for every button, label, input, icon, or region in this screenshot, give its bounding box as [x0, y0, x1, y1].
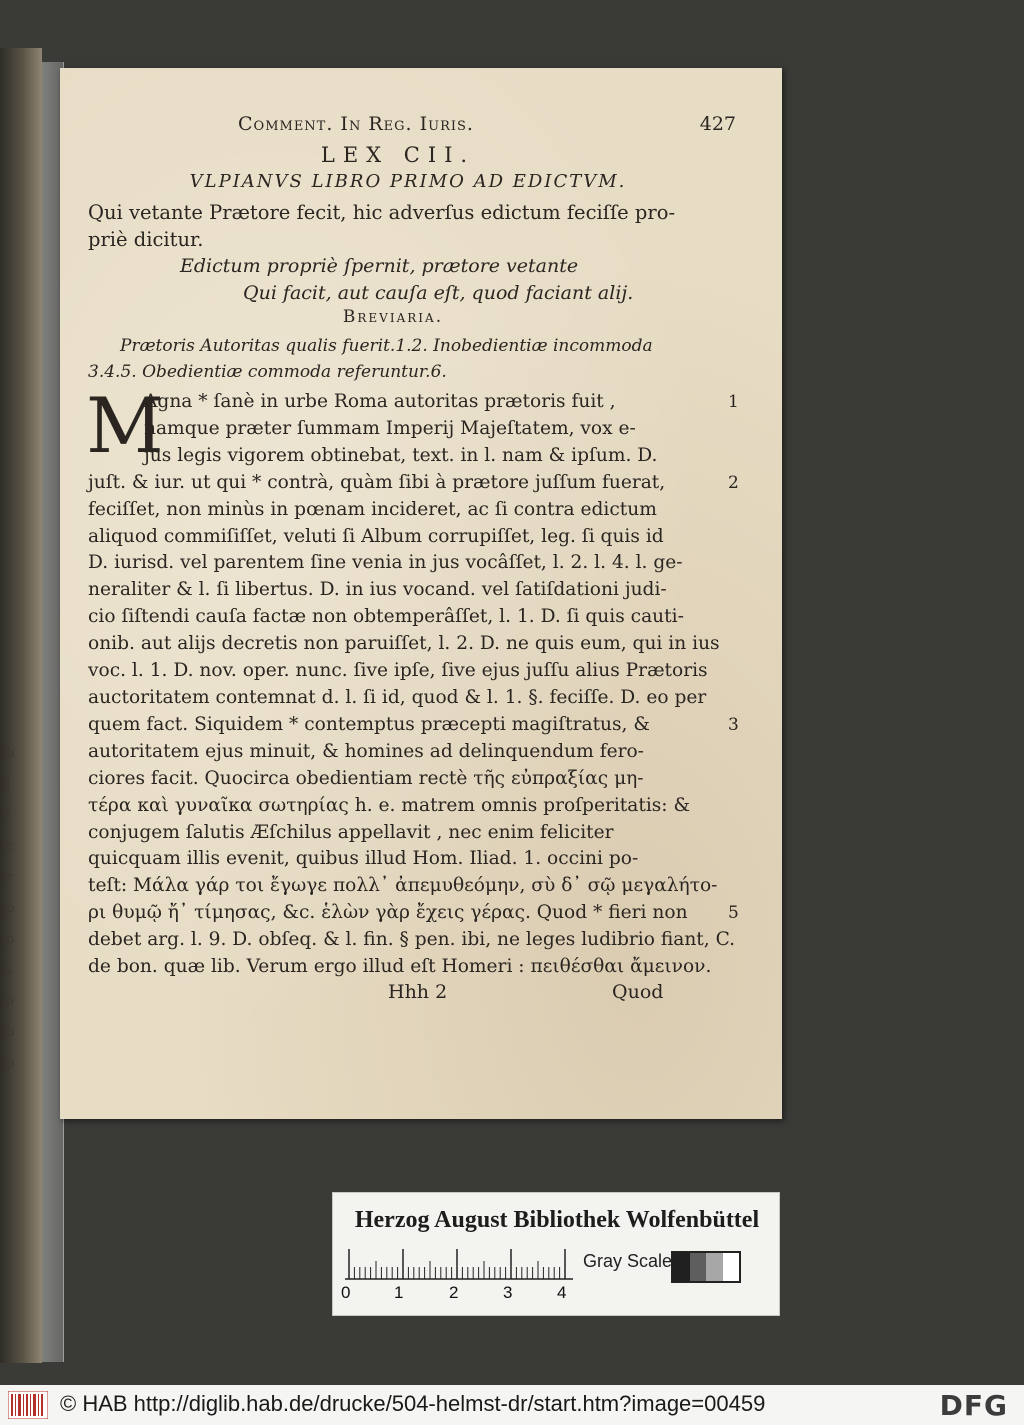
body-line-text: conjugem ſalutis Æſchilus appellavit , nec enim feliciter: [88, 821, 614, 843]
ruler: [345, 1245, 575, 1281]
ruler-numbers: [341, 1283, 581, 1307]
body-line: [88, 954, 748, 981]
body-line-text: ρι θυμῷ ἤ᾽ τίμησας, &c. ἑλὼν γὰρ ἔχεις γέρας. Quod * fieri non: [88, 902, 688, 924]
body-line-text: neraliter & l. ſi libertus. D. in ius vocand. vel ſatiſdationi judi-: [88, 579, 667, 601]
barcode-icon: [8, 1391, 48, 1419]
summary: [88, 333, 748, 385]
gray-swatch: [673, 1253, 690, 1281]
body-line: [88, 470, 748, 497]
footer-bar: [0, 1385, 1024, 1425]
ruler-number: 4: [557, 1283, 567, 1302]
body-line-text: de bon. quæ lib. Verum ergo illud eſt Homeri : πειθέσθαι ἄμεινον.: [88, 956, 712, 978]
body-line: [88, 739, 748, 766]
edge-letter: t: [6, 808, 12, 823]
edge-letter: b: [6, 1025, 15, 1040]
ruler-number: 0: [341, 1283, 351, 1302]
body-line: [88, 389, 748, 416]
body-line: [88, 900, 748, 927]
body-line-text: D. iurisd. vel parentem ſine venia in jus vocâſſet, l. 2. l. 4. l. ge-: [88, 552, 683, 574]
body-line: [88, 685, 748, 712]
summary-line: Prætoris Autoritas qualis fuerit.1.2. Inobedientiæ incommoda: [120, 336, 653, 356]
book-page: [60, 68, 782, 1119]
lex-heading: LEX CII.: [320, 143, 476, 167]
body-line: [88, 604, 748, 631]
rule-line: Qui vetante Prætore fecit, hic adverſus edictum feciſſe pro-: [88, 201, 676, 224]
body-line-text: ciores facit. Quocirca obedientiam rectè τῆς εὐπραξίας μη-: [88, 767, 644, 789]
drop-cap: M: [86, 381, 164, 470]
edge-letter: b: [6, 746, 15, 761]
body-line-text: feciſſet, non minùs in pœnam incideret, ac ſi contra edictum: [88, 498, 657, 520]
running-head: [88, 113, 748, 143]
ruler-number: 3: [503, 1283, 513, 1302]
margin-note-number: 1: [728, 392, 739, 412]
body-line-text: debet arg. l. 9. D. obſeq. & l. fin. § pen. ibi, ne leges ludibrio fiant, C.: [88, 929, 736, 951]
ruler-number: 2: [449, 1283, 459, 1302]
body-line: [88, 416, 748, 443]
body-line: [88, 793, 748, 820]
body-line-text: quicquam illis evenit, quibus illud Hom. Iliad. 1. occini po-: [88, 848, 639, 870]
edge-letter: p: [6, 932, 15, 947]
gray-swatch: [690, 1253, 707, 1281]
gray-scale-label: Gray Scale: [583, 1251, 673, 1271]
body-line-text: Agna * ſanè in urbe Roma autoritas prætoris fuit ,: [144, 391, 616, 412]
body-line: [88, 820, 748, 847]
body-line-text: voc. l. 1. D. nov. oper. nunc. ſive ipſe, ſive ejus juſſu alius Prætoris: [88, 660, 708, 682]
running-head-title: Comment. In Reg. Iuris.: [238, 113, 474, 135]
signature-mark: Hhh 2: [388, 980, 448, 1003]
body-text: [86, 381, 748, 981]
body-line: [88, 524, 748, 551]
body-line: [88, 577, 748, 604]
body-line: [88, 846, 748, 873]
library-name: Herzog August Bibliothek Wolfenbüttel: [354, 1207, 760, 1233]
catchword: Quod: [612, 980, 664, 1003]
book-page-edges: [0, 48, 42, 1363]
edge-letter: p: [6, 1056, 15, 1071]
verse-line: Qui facit, aut cauſa eſt, quod faciant alij.: [243, 282, 634, 304]
edge-letter: l: [6, 777, 11, 792]
body-line-text: auctoritatem contemnat d. l. ſi id, quod & l. 1. §. feciſſe. D. eo per: [88, 686, 707, 708]
edge-letters: [6, 738, 26, 1079]
dfg-logo: DFG: [939, 1389, 1008, 1422]
body-line-text: cio ſiſtendi cauſa factæ non obtemperâſſet, l. 1. D. ſi quis cauti-: [88, 606, 684, 628]
body-line: [88, 443, 748, 470]
gray-scale-chip: [671, 1251, 741, 1283]
ruler-number: 1: [394, 1283, 404, 1302]
margin-note-number: 2: [728, 472, 739, 493]
body-line-text: autoritatem ejus minuit, & homines ad delinquendum fero-: [88, 740, 644, 762]
library-label: [332, 1192, 780, 1316]
body-line: [88, 497, 748, 524]
body-line-text: τέρα καὶ γυναῖκα σωτηρίας h. e. matrem omnis proſperitatis: &: [88, 794, 691, 816]
body-line: [88, 631, 748, 658]
page-number: 427: [699, 113, 736, 135]
body-line-text: aliquod commiſiſſet, veluti ſi Album corrupiſſet, leg. ſi quis id: [88, 525, 664, 547]
body-line-text: juſt. & iur. ut qui * contrà, quàm ſibi à prætore juſſum fuerat,: [88, 471, 666, 493]
body-line: [88, 550, 748, 577]
body-line-text: namque præter ſummam Imperij Majeſtatem, vox e-: [144, 417, 636, 439]
body-line: [88, 766, 748, 793]
body-line: [88, 927, 748, 954]
rule-line: priè dicitur.: [88, 228, 204, 251]
copyright-link[interactable]: © HAB http://diglib.hab.de/drucke/504-helmst-dr/start.htm?image=00459: [60, 1391, 766, 1416]
body-line-text: quem fact. Siquidem * contemptus præcepti magiſtratus, &: [88, 713, 650, 735]
rule-text: [88, 199, 748, 253]
edge-letter: o: [6, 994, 14, 1009]
edge-letter: c: [6, 839, 14, 854]
summary-line: 3.4.5. Obedientiæ commoda referuntur.6.: [88, 362, 447, 382]
verse: [88, 253, 748, 307]
page-text: [88, 113, 748, 1011]
edge-letter: s: [6, 963, 13, 978]
gray-swatch: [723, 1253, 740, 1281]
gray-swatch: [706, 1253, 723, 1281]
body-line-text: teſt: Μάλα γάρ τοι ἔγωγε πολλ᾽ ἀπεμυθεόμην, σὺ δ᾽ σῷ μεγαλήτο-: [88, 875, 718, 897]
body-line: [88, 873, 748, 900]
body-line-text: jus legis vigorem obtinebat, text. in l. nam & ipſum. D.: [144, 444, 658, 466]
body-line: [88, 658, 748, 685]
author-heading: VLPIANVS LIBRO PRIMO AD EDICTVM.: [189, 171, 627, 192]
margin-note-number: 5: [728, 903, 739, 924]
margin-note-number: 3: [728, 714, 739, 735]
page-footer: [88, 981, 748, 1011]
breviaria-heading: Breviaria.: [342, 307, 444, 327]
edge-letter: p: [6, 901, 15, 916]
body-line: [88, 712, 748, 739]
edge-letter: r: [6, 870, 13, 885]
verse-line: Edictum propriè ſpernit, prætore vetante: [180, 255, 579, 277]
body-line-text: onib. aut alijs decretis non paruiſſet, l. 2. D. ne quis eum, qui in ius: [88, 633, 720, 655]
